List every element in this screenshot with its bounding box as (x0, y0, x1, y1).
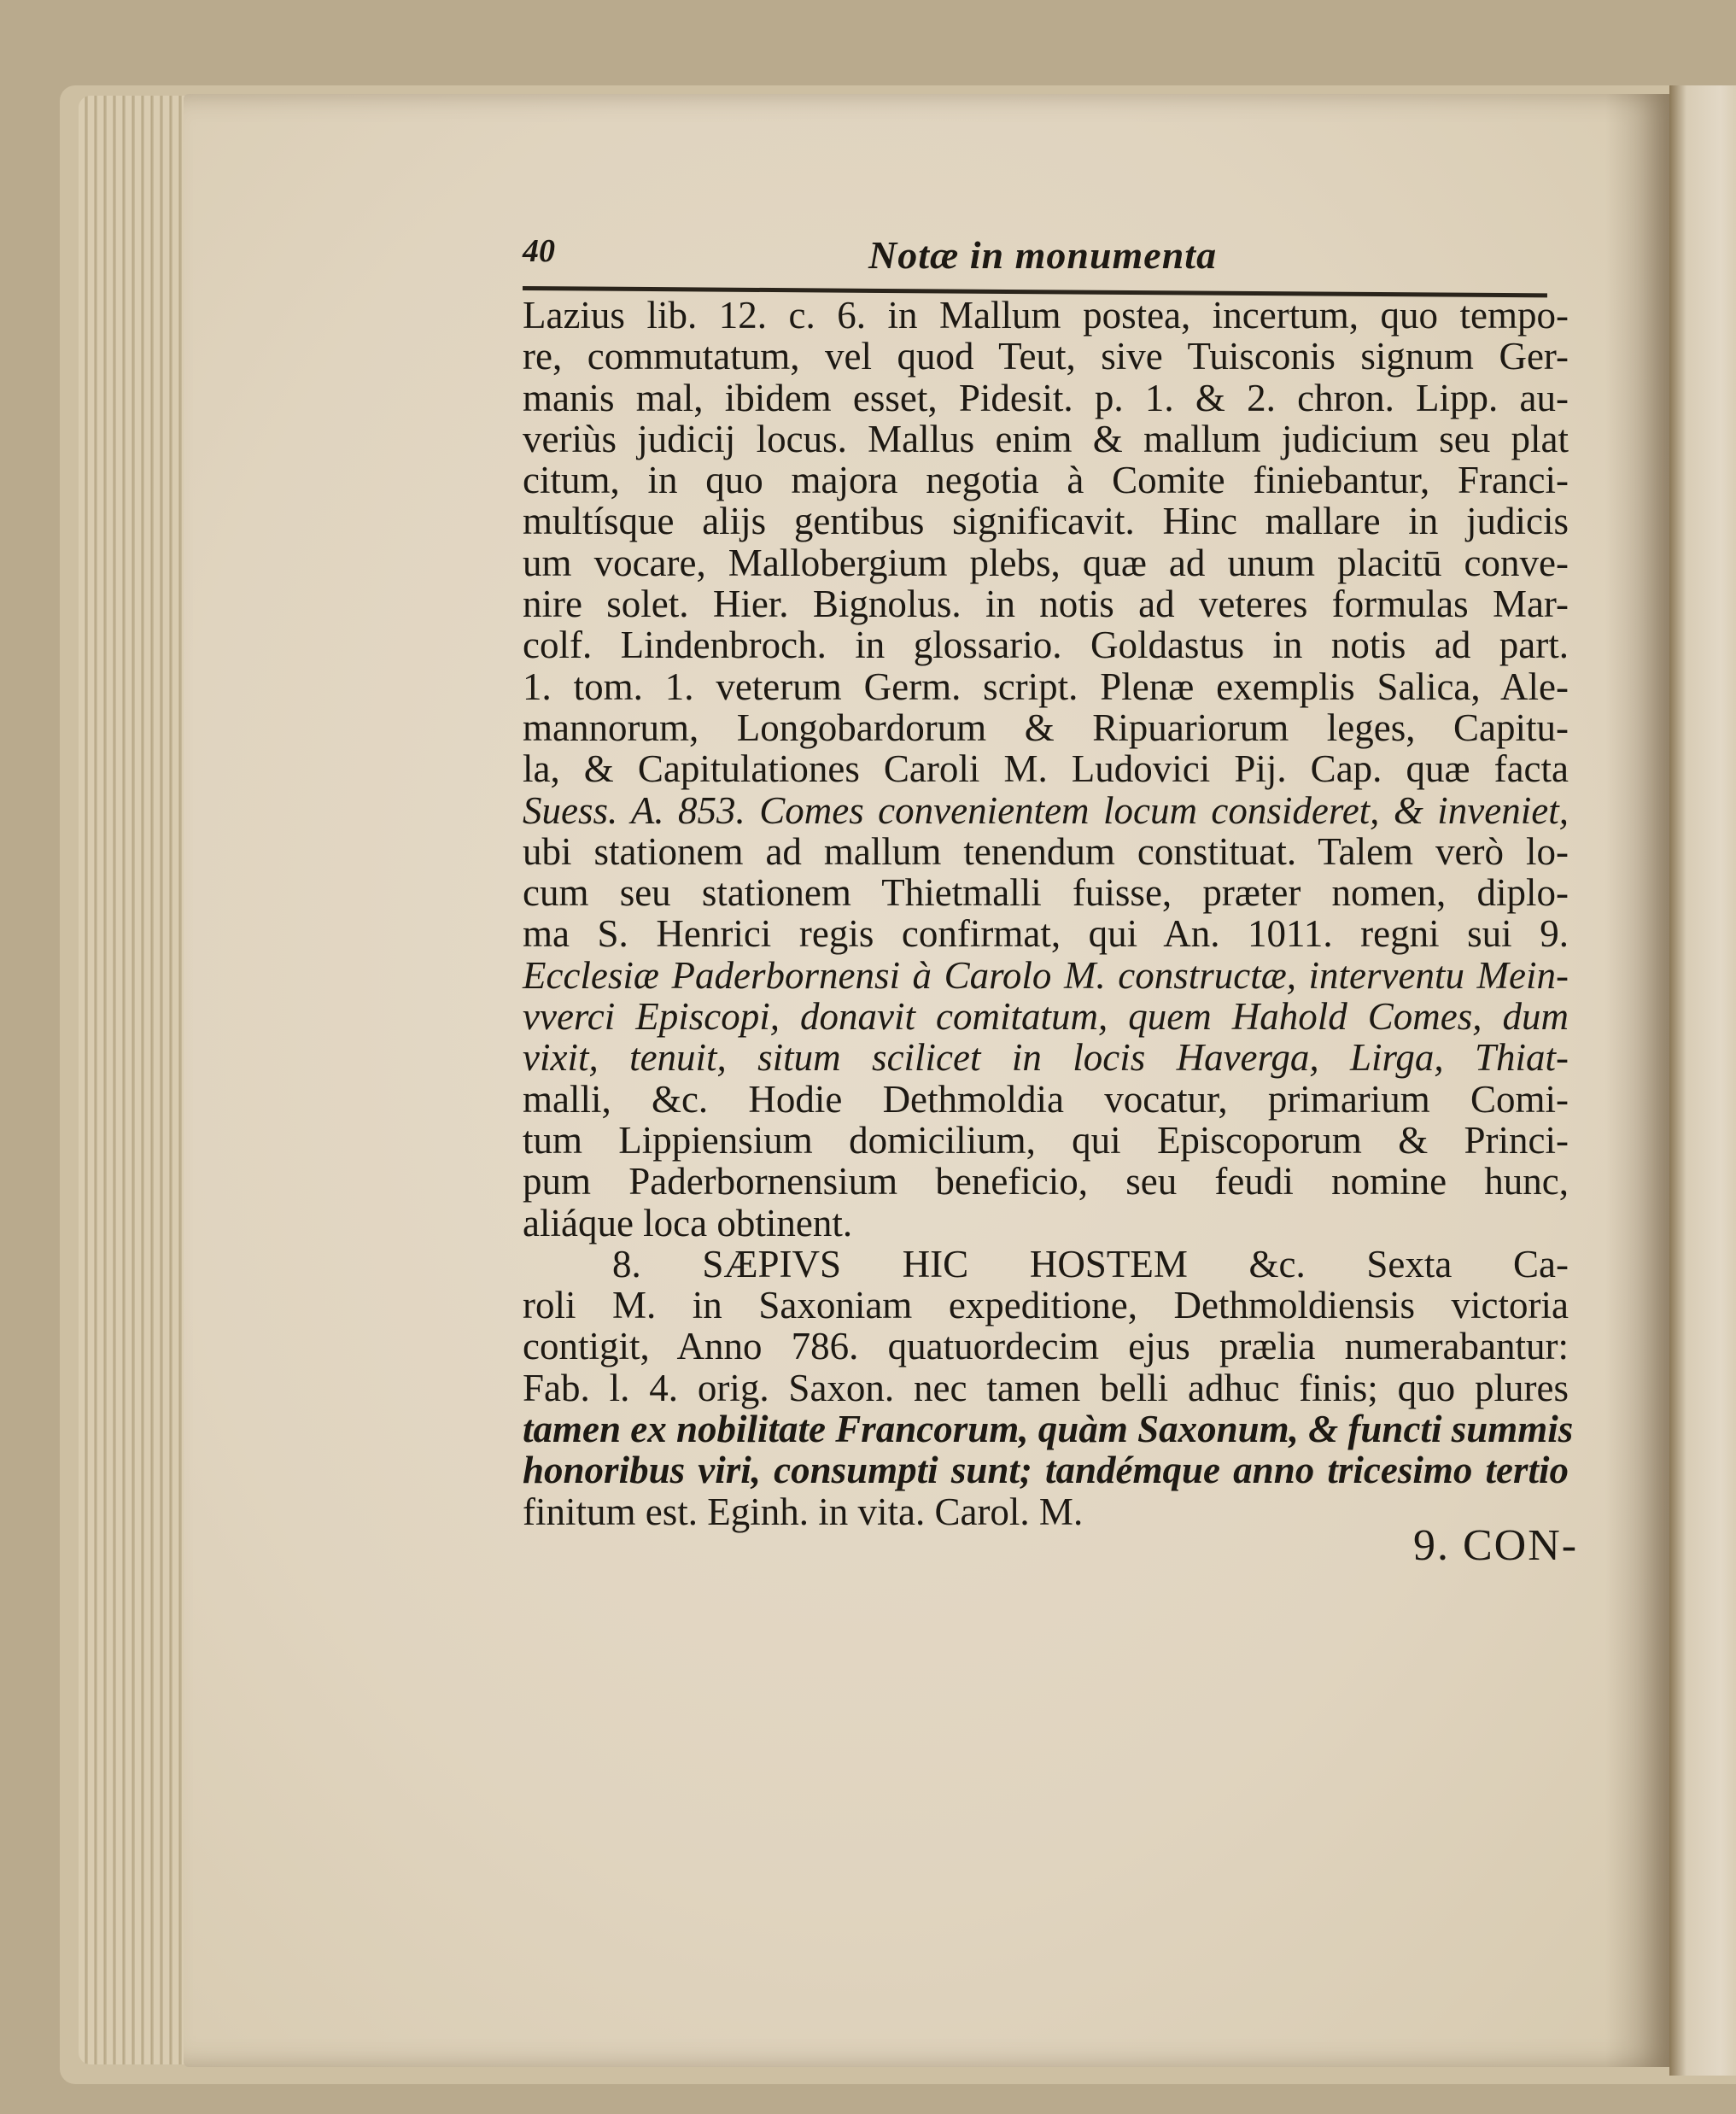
text-line: re, commutatum, vel quod Teut, sive Tuisconis signum Ger- (523, 335, 1569, 378)
text-line: nire solet. Hier. Bignolus. in notis ad veteres formulas Mar- (523, 583, 1569, 626)
text-line: veriùs judicij locus. Mallus enim & mallum judicium seu plat (523, 417, 1569, 460)
text-line: Suess. A. 853. Comes convenientem locum consideret, & inveniet, (523, 788, 1569, 832)
section-heading-line: 8. SÆPIVS HIC HOSTEM &c. Sexta Ca- (612, 1242, 1569, 1285)
text-line: mannorum, Longobardorum & Ripuariorum leges, Capitu- (523, 706, 1569, 749)
text-line: cum seu stationem Thietmalli fuisse, præter nomen, diplo- (523, 871, 1569, 915)
text-line: finitum est. Eginh. in vita. Carol. M. (523, 1490, 1084, 1533)
text-line: vverci Episcopi, donavit comitatum, quem Hahold Comes, dum (523, 995, 1569, 1039)
text-line: la, & Capitulationes Caroli M. Ludovici Pij. Cap. quæ facta (523, 747, 1569, 791)
text-line: honoribus viri, consumpti sunt; tandémque anno tricesimo tertio (523, 1449, 1569, 1492)
text-line: 1. tom. 1. veterum Germ. script. Plenæ exemplis Salica, Ale- (523, 665, 1569, 708)
text-line: manis mal, ibidem esset, Pidesit. p. 1. & 2. chron. Lipp. au- (523, 376, 1569, 419)
text-line: ma S. Henrici regis confirmat, qui An. 1011. regni sui 9. (523, 912, 1569, 956)
text-line: contigit, Anno 786. quatuordecim ejus prælia numerabantur: (523, 1325, 1569, 1368)
text-line: roli M. in Saxoniam expeditione, Dethmoldiensis victoria (523, 1284, 1569, 1327)
text-line: pum Paderbornensium beneficio, seu feudi nomine hunc, (523, 1160, 1569, 1203)
text-line: colf. Lindenbroch. in glossario. Goldastus in notis ad part. (523, 624, 1569, 667)
page-number: 40 (523, 233, 555, 269)
text-line: tum Lippiensium domicilium, qui Episcoporum & Princi- (523, 1118, 1569, 1162)
text-line: multísque alijs gentibus significavit. Hinc mallare in judicis (523, 500, 1569, 543)
text-line: um vocare, Mallobergium plebs, quæ ad unum placitū conve- (523, 541, 1569, 584)
text-line: Lazius lib. 12. c. 6. in Mallum postea, incertum, quo tempo- (523, 294, 1569, 337)
text-line: ubi stationem ad mallum tenendum constituat. Talem verò lo- (523, 829, 1569, 873)
body-text (523, 294, 1574, 1533)
text-line: vixit, tenuit, situm scilicet in locis Haverga, Lirga, Thiat- (523, 1036, 1569, 1080)
text-line: citum, in quo majora negotia à Comite finiebantur, Franci- (523, 459, 1569, 502)
facing-page-edge (1669, 85, 1736, 2076)
text-line: Ecclesiæ Paderbornensi à Carolo M. constructæ, interventu Mein- (523, 953, 1569, 997)
page-header (523, 232, 1496, 282)
running-title: Notæ in monumenta (868, 233, 1218, 277)
text-line: malli, &c. Hodie Dethmoldia vocatur, primarium Comi- (523, 1077, 1569, 1121)
text-line: tamen ex nobilitate Francorum, quàm Saxonum, & functi summis (523, 1408, 1574, 1451)
text-line: Fab. l. 4. orig. Saxon. nec tamen belli adhuc finis; quo plures (523, 1366, 1569, 1409)
text-line: aliáque loca obtinent. (523, 1201, 853, 1244)
catchword: 9. CON- (1413, 1521, 1579, 1570)
